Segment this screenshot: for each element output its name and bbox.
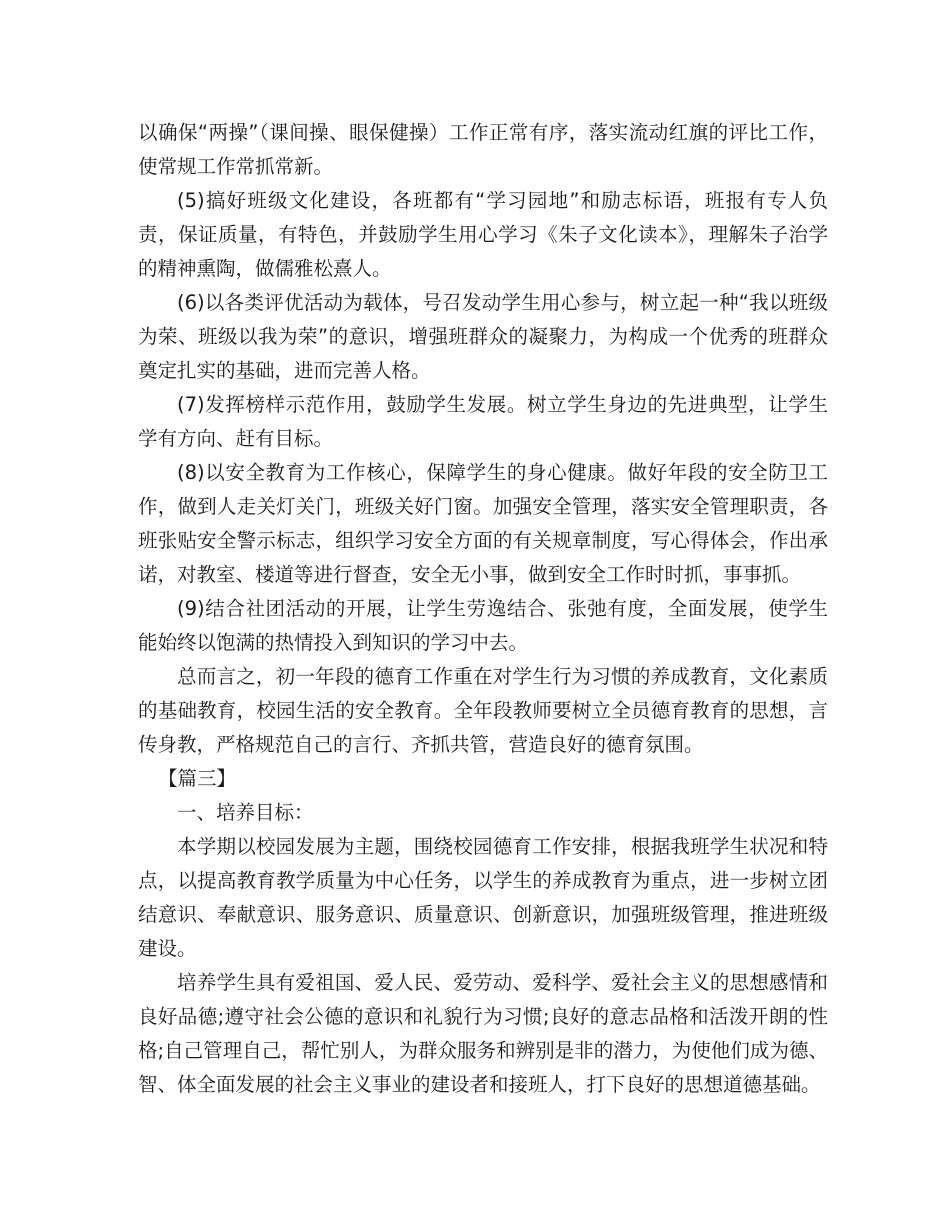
paragraph-item-6: (6)以各类评优活动为载体，号召发动学生用心参与，树立起一种“我以班级为荣、班级以我为荣”的意识，增强班群众的凝聚力，为构成一个优秀的班群众奠定扎实的基础，进而完善人格。: [138, 291, 828, 382]
paragraph-cultivation: 培养学生具有爱祖国、爱人民、爱劳动、爱科学、爱社会主义的思想感情和良好品德;遵守社会公德的意识和礼貌行为习惯;良好的意志品格和活泼开朗的性格;自己管理自己，帮忙别人，为群众服务和辨别是非的潜力，为使他们成为德、智、体全面发展的社会主义事业的建设者和接班人，打下良好的思想道德基础。: [138, 971, 828, 1096]
document-body: [138, 116, 828, 1102]
paragraph-summary: 总而言之，初一年段的德育工作重在对学生行为习惯的养成教育，文化素质的基础教育，校园生活的安全教育。全年段教师要树立全员德育教育的思想，言传身教，严格规范自己的言行、齐抓共管，营造良好的德育氛围。: [138, 665, 828, 756]
subheading: 一、培养目标：: [177, 801, 314, 824]
paragraph-continued: 以确保“两操”（课间操、眼保健操）工作正常有序，落实流动红旗的评比工作，使常规工作常抓常新。: [138, 121, 828, 178]
paragraph-item-8: (8)以安全教育为工作核心，保障学生的身心健康。做好年段的安全防卫工作，做到人走关灯关门，班级关好门窗。加强安全管理，落实安全管理职责，各班张贴安全警示标志，组织学习安全方面的有关规章制度，写心得体会，作出承诺，对教室、楼道等进行督查，安全无小事，做到安全工作时时抓，事事抓。: [138, 461, 828, 586]
section-title: 【篇三】: [158, 767, 237, 790]
paragraph-goal: 本学期以校园发展为主题，围绕校园德育工作安排，根据我班学生状况和特点，以提高教育教学质量为中心任务，以学生的养成教育为重点，进一步树立团结意识、奉献意识、服务意识、质量意识、创新意识，加强班级管理，推进班级建设。: [138, 835, 828, 960]
paragraph-item-9: (9)结合社团活动的开展，让学生劳逸结合、张弛有度，全面发展，使学生能始终以饱满的热情投入到知识的学习中去。: [138, 597, 828, 654]
paragraph-item-7: (7)发挥榜样示范作用，鼓励学生发展。树立学生身边的先进典型，让学生学有方向、赶有目标。: [138, 393, 828, 450]
paragraph-item-5: (5)搞好班级文化建设，各班都有“学习园地”和励志标语，班报有专人负责，保证质量，有特色，并鼓励学生用心学习《朱子文化读本》，理解朱子治学的精神熏陶，做儒雅松熹人。: [138, 189, 828, 280]
